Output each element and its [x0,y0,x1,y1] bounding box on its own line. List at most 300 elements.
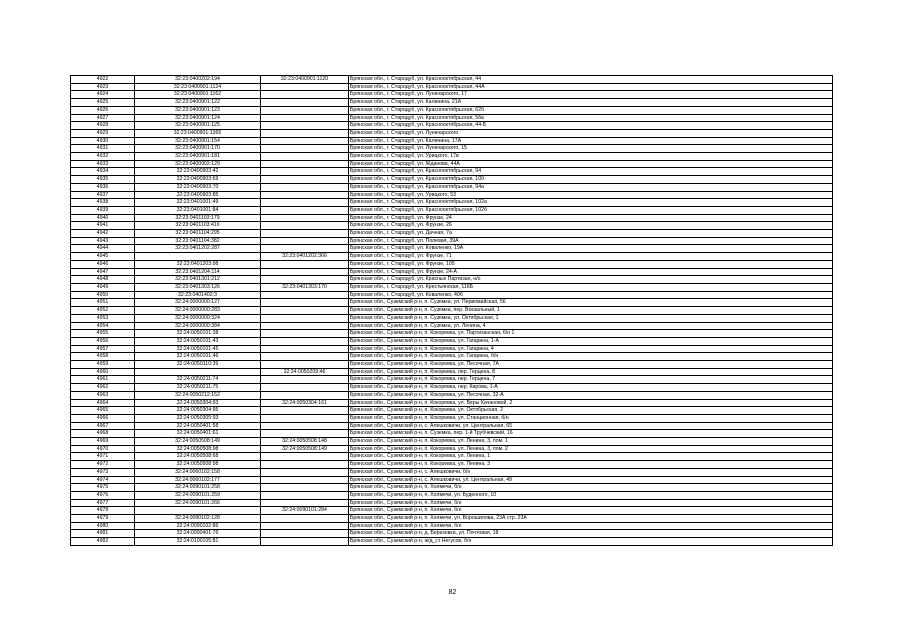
table-row [71,430,833,438]
address-cell: Брянская обл., г. Стародуб, ул. Фрунзе, 24-А [349,268,833,276]
address-cell: Брянская обл., г. Стародуб, ул. Луначарского, 15 [349,145,833,153]
cadastral-number-cell: 32:24:0050508:149 [135,438,261,446]
cadastral-number-cell: 32:24:0000000:384 [135,322,261,330]
address-cell: Брянская обл., г. Стародуб, ул. Луначарского [349,129,833,137]
row-number-cell: 4953 [71,314,135,322]
parent-cadastral-cell: 32:23:0401202:366 [261,253,349,261]
cadastral-number-cell: 32:24:0050401:61 [135,430,261,438]
row-number-cell: 4937 [71,191,135,199]
cadastral-number-cell: 32:23:0400903:70 [135,183,261,191]
cadastral-number-cell: 32:23:0400901:181 [135,153,261,161]
table-row [71,491,833,499]
cadastral-number-cell: 32:24:0050212:152 [135,391,261,399]
parent-cadastral-cell [261,245,349,253]
address-cell: Брянская обл., г. Стародуб, ул. Фрунзе, 71 [349,253,833,261]
row-number-cell: 4960 [71,368,135,376]
address-cell: Брянская обл., Суземский р-н, п. Кокоревка, пер. Кирова, 1-А [349,384,833,392]
table-row [71,176,833,184]
cadastral-number-cell: 32:24:0060102:177 [135,476,261,484]
parent-cadastral-cell [261,214,349,222]
cadastral-number-cell [135,253,261,261]
table-row [71,99,833,107]
parent-cadastral-cell [261,461,349,469]
parent-cadastral-cell [261,191,349,199]
row-number-cell: 4961 [71,376,135,384]
row-number-cell: 4962 [71,384,135,392]
address-cell: Брянская обл., Суземский р-н, п. Холмечи, б/н [349,522,833,530]
row-number-cell: 4978 [71,507,135,515]
parent-cadastral-cell [261,168,349,176]
row-number-cell: 4954 [71,322,135,330]
address-cell: Брянская обл., Суземский р-н, п. Кокоревка, пер. Герцена, 7 [349,376,833,384]
table-row [71,83,833,91]
records-table [70,75,833,546]
row-number-cell: 4967 [71,422,135,430]
row-number-cell: 4973 [71,468,135,476]
parent-cadastral-cell [261,122,349,130]
address-cell: Брянская обл., Суземский р-н, п. Кокоревка, пер. Герцена, 8 [349,368,833,376]
parent-cadastral-cell [261,106,349,114]
row-number-cell: 4948 [71,276,135,284]
row-number-cell: 4944 [71,245,135,253]
row-number-cell: 4955 [71,330,135,338]
row-number-cell: 4970 [71,445,135,453]
address-cell: Брянская обл., Суземский р-н, п. Кокоревка, ул. Партизанская, б/н 1 [349,330,833,338]
table-row [71,368,833,376]
parent-cadastral-cell [261,260,349,268]
cadastral-number-cell: 32:23:0401001:49 [135,199,261,207]
table-row [71,515,833,523]
cadastral-number-cell: 32:24:0050305:93 [135,414,261,422]
table-row [71,422,833,430]
address-cell: Брянская обл., Суземский р-н, п. Кокоревка, ул. Веры Качановой, 2 [349,399,833,407]
address-cell: Брянская обл., Суземский р-н, п. Холмечи, б/н [349,484,833,492]
table-row [71,76,833,84]
parent-cadastral-cell [261,176,349,184]
table-row [71,376,833,384]
table-row [71,283,833,291]
cadastral-number-cell: 32:24:0090101:259 [135,491,261,499]
row-number-cell: 4940 [71,214,135,222]
address-cell: Брянская обл., г. Стародуб, ул. Красноoктябрьская, 44-Б [349,122,833,130]
cadastral-number-cell: 32:24:0050211:75 [135,384,261,392]
parent-cadastral-cell: 32:23:0401303:170 [261,283,349,291]
parent-cadastral-cell [261,114,349,122]
table-row [71,114,833,122]
parent-cadastral-cell [261,199,349,207]
address-cell: Брянская обл., г. Стародуб, ул. Красных Партизан, н/о [349,276,833,284]
address-cell: Брянская обл., Суземский р-н, п. Суземка, ул. Первомайская, 56 [349,299,833,307]
parent-cadastral-cell: 32:24:0050304:161 [261,399,349,407]
row-number-cell: 4957 [71,345,135,353]
parent-cadastral-cell [261,183,349,191]
table-row [71,484,833,492]
parent-cadastral-cell [261,222,349,230]
parent-cadastral-cell: 32:24:0050209:46 [261,368,349,376]
cadastral-number-cell: 32:24:0000000:283 [135,307,261,315]
cadastral-number-cell: 32:24:0090102:86 [135,522,261,530]
parent-cadastral-cell [261,99,349,107]
table-row [71,129,833,137]
row-number-cell: 4951 [71,299,135,307]
row-number-cell: 4929 [71,129,135,137]
cadastral-number-cell: 32:24:0050304:95 [135,407,261,415]
page-number: 82 [448,589,457,596]
row-number-cell: 4974 [71,476,135,484]
table-row [71,337,833,345]
cadastral-number-cell: 32:23:0401104:295 [135,230,261,238]
parent-cadastral-cell [261,322,349,330]
row-number-cell: 4966 [71,414,135,422]
row-number-cell: 4934 [71,168,135,176]
address-cell: Брянская обл., Суземский р-н, п. Кокоревка, ул. Гагарина, 4 [349,345,833,353]
address-cell: Брянская обл., Суземский р-н, п. Кокоревка, ул. Ленина, 3 [349,461,833,469]
row-number-cell: 4969 [71,438,135,446]
table-row [71,353,833,361]
address-cell: Брянская обл., Суземский р-н, ж/д_ст Негусов, б/н [349,538,833,546]
row-number-cell: 4936 [71,183,135,191]
table-row [71,299,833,307]
row-number-cell: 4928 [71,122,135,130]
row-number-cell: 4946 [71,260,135,268]
table-row [71,445,833,453]
parent-cadastral-cell [261,83,349,91]
table-row [71,453,833,461]
cadastral-number-cell: 32:24:0090401:76 [135,530,261,538]
address-cell: Брянская обл., г. Стародуб, ул. Красноoктябрьская, 94а [349,183,833,191]
table-row [71,276,833,284]
table-row [71,538,833,546]
row-number-cell: 4926 [71,106,135,114]
row-number-cell: 4941 [71,222,135,230]
address-cell: Брянская обл., г. Стародуб, ул. Фрунзе, 26 [349,222,833,230]
table-row [71,122,833,130]
address-cell: Брянская обл., г. Стародуб, ул. Красноoктябрьская, 56в [349,114,833,122]
parent-cadastral-cell [261,237,349,245]
cadastral-number-cell: 32:23:0400202:194 [135,76,261,84]
address-cell: Брянская обл., г. Стародуб, ул. Крестьянская, 116Б [349,283,833,291]
cadastral-number-cell: 32:23:0400901:122 [135,99,261,107]
row-number-cell: 4942 [71,230,135,238]
parent-cadastral-cell [261,361,349,369]
address-cell: Брянская обл., г. Стародуб, ул. Фрунзе, 105 [349,260,833,268]
cadastral-number-cell: 32:23:0400901:124 [135,114,261,122]
cadastral-number-cell: 32:23:0401204:114 [135,268,261,276]
table-row [71,214,833,222]
parent-cadastral-cell [261,307,349,315]
address-cell: Брянская обл., г. Стародуб, ул. Красноoктябрьская, 94 [349,168,833,176]
table-row [71,522,833,530]
row-number-cell: 4927 [71,114,135,122]
table-row [71,361,833,369]
address-cell: Брянская обл., Суземский р-н, п. Кокоревка, ул. Станционная, б/н [349,414,833,422]
records-table-body [71,76,833,546]
parent-cadastral-cell [261,145,349,153]
cadastral-number-cell: 32:24:0050101:46 [135,353,261,361]
address-cell: Брянская обл., г. Стародуб, ул. Красноoктябрьская, 44А [349,83,833,91]
parent-cadastral-cell [261,153,349,161]
table-row [71,237,833,245]
cadastral-number-cell: 32:23:0400901:170 [135,145,261,153]
address-cell: Брянская обл., г. Стародуб, ул. Урицкого, 53 [349,191,833,199]
address-cell: Брянская обл., г. Стародуб, ул. Калинина, 21А [349,99,833,107]
parent-cadastral-cell [261,353,349,361]
parent-cadastral-cell [261,515,349,523]
row-number-cell: 4932 [71,153,135,161]
table-row [71,322,833,330]
row-number-cell: 4956 [71,337,135,345]
cadastral-number-cell: 32:24:0050101:45 [135,345,261,353]
address-cell: Брянская обл., Суземский р-н, д. Березовка, ул. Почтовая, 18 [349,530,833,538]
parent-cadastral-cell [261,206,349,214]
cadastral-number-cell: 32:23:0401202:287 [135,245,261,253]
table-row [71,399,833,407]
cadastral-number-cell: 32:23:0400903:42 [135,168,261,176]
cadastral-number-cell: 32:23:0401103:179 [135,214,261,222]
row-number-cell: 4981 [71,530,135,538]
row-number-cell: 4958 [71,353,135,361]
address-cell: Брянская обл., г. Стародуб, ул. Луначарского, 17 [349,91,833,99]
cadastral-number-cell: 32:24:0090102:128 [135,515,261,523]
row-number-cell: 4924 [71,91,135,99]
parent-cadastral-cell [261,491,349,499]
table-row [71,330,833,338]
address-cell: Брянская обл., г. Стародуб, ул. Красноoктябрьская, 44 [349,76,833,84]
table-row [71,391,833,399]
row-number-cell: 4943 [71,237,135,245]
row-number-cell: 4965 [71,407,135,415]
table-row [71,91,833,99]
parent-cadastral-cell [261,160,349,168]
table-row [71,206,833,214]
table-row [71,245,833,253]
address-cell: Брянская обл., Суземский р-н, п. Суземка, пер. 1-й Трубчевский, 16 [349,430,833,438]
row-number-cell: 4968 [71,430,135,438]
address-cell: Брянская обл., г. Стародуб, ул. Коваленко, 19А [349,245,833,253]
parent-cadastral-cell [261,384,349,392]
table-row [71,183,833,191]
parent-cadastral-cell [261,476,349,484]
row-number-cell: 4959 [71,361,135,369]
parent-cadastral-cell [261,430,349,438]
cadastral-number-cell: 32:23:0400903:69 [135,176,261,184]
cadastral-number-cell: 32:24:0090101:258 [135,484,261,492]
row-number-cell: 4972 [71,461,135,469]
parent-cadastral-cell [261,538,349,546]
address-cell: Брянская обл., г. Стародуб, ул. Жданова, 44А [349,160,833,168]
cadastral-number-cell: 32:23:0401301:212 [135,276,261,284]
cadastral-number-cell: 32:23:0400901:1162 [135,91,261,99]
cadastral-number-cell: 32:24:0050101:43 [135,337,261,345]
row-number-cell: 4930 [71,137,135,145]
table-row [71,291,833,299]
address-cell: Брянская обл., Суземский р-н, п. Кокоревка, ул. Песочная, 32-А [349,391,833,399]
parent-cadastral-cell: 32:24:0050508:149 [261,445,349,453]
address-cell: Брянская обл., г. Стародуб, ул. Красноoктябрьская, 62б [349,106,833,114]
cadastral-number-cell [135,507,261,515]
row-number-cell: 4947 [71,268,135,276]
address-cell: Брянская обл., Суземский р-н, п. Кокоревка, ул. Ленина, 3, пом. 2 [349,445,833,453]
row-number-cell: 4976 [71,491,135,499]
row-number-cell: 4952 [71,307,135,315]
table-row [71,268,833,276]
cadastral-number-cell: 32:23:0401303:126 [135,283,261,291]
cadastral-number-cell: 32:23:0400901:154 [135,137,261,145]
cadastral-number-cell: 32:24:0050508:68 [135,453,261,461]
table-row [71,414,833,422]
parent-cadastral-cell [261,137,349,145]
address-cell: Брянская обл., Суземский р-н, п. Кокоревка, ул. Песочная, 7А [349,361,833,369]
parent-cadastral-cell [261,453,349,461]
row-number-cell: 4964 [71,399,135,407]
cadastral-number-cell: 32:24:0050304:93 [135,399,261,407]
row-number-cell: 4931 [71,145,135,153]
row-number-cell: 4977 [71,499,135,507]
parent-cadastral-cell: 32:24:0090101:284 [261,507,349,515]
parent-cadastral-cell [261,484,349,492]
table-row [71,345,833,353]
cadastral-number-cell: 32:23:0401001:84 [135,206,261,214]
row-number-cell: 4982 [71,538,135,546]
address-cell: Брянская обл., г. Стародуб, ул. Фрунзе, 24 [349,214,833,222]
parent-cadastral-cell [261,330,349,338]
row-number-cell: 4939 [71,206,135,214]
address-cell: Брянская обл., Суземский р-н, п. Кокоревка, ул. Ленина, 3, пом. 1 [349,438,833,446]
table-row [71,160,833,168]
cadastral-number-cell: 32:24:0050401:58 [135,422,261,430]
address-cell: Брянская обл., г. Стародуб, ул. Красноoктябрьская, 102б [349,206,833,214]
row-number-cell: 4925 [71,99,135,107]
parent-cadastral-cell: 32:23:0400901:1120 [261,76,349,84]
table-row [71,499,833,507]
row-number-cell: 4975 [71,484,135,492]
parent-cadastral-cell [261,337,349,345]
cadastral-number-cell: 32:24:0100105:81 [135,538,261,546]
address-cell: Брянская обл., Суземский р-н, п. Суземка, пер. Вокзальный, 1 [349,307,833,315]
cadastral-number-cell: 32:23:0400901:1365 [135,129,261,137]
address-cell: Брянская обл., г. Стародуб, ул. Коваленко, 40б [349,291,833,299]
parent-cadastral-cell [261,291,349,299]
parent-cadastral-cell [261,422,349,430]
address-cell: Брянская обл., Суземский р-н, п. Суземка, ул. Ленина, 4 [349,322,833,330]
parent-cadastral-cell [261,268,349,276]
row-number-cell: 4923 [71,83,135,91]
cadastral-number-cell: 32:24:0050508:98 [135,445,261,453]
address-cell: Брянская обл., Суземский р-н, с. Алешковичи, б/н [349,468,833,476]
cadastral-number-cell: 32:24:0050508:98 [135,461,261,469]
parent-cadastral-cell [261,530,349,538]
table-row [71,199,833,207]
cadastral-number-cell: 32:24:0090101:266 [135,499,261,507]
address-cell: Брянская обл., Суземский р-н, п. Кокоревка, ул. Октябрьская, 2 [349,407,833,415]
row-number-cell: 4979 [71,515,135,523]
parent-cadastral-cell [261,522,349,530]
table-row [71,468,833,476]
address-cell: Брянская обл., г. Стародуб, ул. Калинина, 17А [349,137,833,145]
row-number-cell: 4933 [71,160,135,168]
table-row [71,168,833,176]
address-cell: Брянская обл., г. Стародуб, ул. Урицкого, 17в [349,153,833,161]
address-cell: Брянская обл., Суземский р-н, п. Холмечи, б/н [349,499,833,507]
address-cell: Брянская обл., Суземский р-н, п. Холмечи, б/н [349,507,833,515]
address-cell: Брянская обл., Суземский р-н, п. Кокоревка, ул. Гагарина, 1-А [349,337,833,345]
table-row [71,191,833,199]
table-row [71,260,833,268]
table-row [71,253,833,261]
table-row [71,438,833,446]
table-row [71,314,833,322]
address-cell: Брянская обл., Суземский р-н, п. Холмечи, ул. Буденного, 10 [349,491,833,499]
parent-cadastral-cell [261,230,349,238]
row-number-cell: 4963 [71,391,135,399]
parent-cadastral-cell [261,407,349,415]
row-number-cell: 4949 [71,283,135,291]
cadastral-number-cell: 32:24:0000000:127 [135,299,261,307]
row-number-cell: 4938 [71,199,135,207]
cadastral-number-cell: 32:24:0000000:324 [135,314,261,322]
parent-cadastral-cell [261,376,349,384]
row-number-cell: 4950 [71,291,135,299]
cadastral-number-cell: 32:23:0401203:98 [135,260,261,268]
cadastral-number-cell: 32:24:0050211:74 [135,376,261,384]
parent-cadastral-cell [261,129,349,137]
address-cell: Брянская обл., Суземский р-н, п. Холмечи, ул. Ворошилова, 23А стр. 23А [349,515,833,523]
parent-cadastral-cell [261,91,349,99]
table-row [71,153,833,161]
parent-cadastral-cell [261,299,349,307]
table-row [71,507,833,515]
address-cell: Брянская обл., Суземский р-н, п. Кокоревка, ул. Гагарина, б/н [349,353,833,361]
table-row [71,476,833,484]
cadastral-number-cell: 32:24:0050101:38 [135,330,261,338]
address-cell: Брянская обл., Суземский р-н, с. Алешковичи, ул. Центральная, 65 [349,422,833,430]
cadastral-number-cell [135,368,261,376]
table-row [71,222,833,230]
cadastral-number-cell: 32:23:0401104:382 [135,237,261,245]
cadastral-number-cell: 32:23:0400902:129 [135,160,261,168]
row-number-cell: 4922 [71,76,135,84]
parent-cadastral-cell: 32:24:0050508:148 [261,438,349,446]
cadastral-number-cell: 32:23:0400903:85 [135,191,261,199]
address-cell: Брянская обл., Суземский р-н, п. Кокоревка, ул. Ленина, 1 [349,453,833,461]
table-row [71,106,833,114]
row-number-cell: 4935 [71,176,135,184]
cadastral-number-cell: 32:23:0400901:1124 [135,83,261,91]
cadastral-number-cell: 32:23:0401103:416 [135,222,261,230]
table-row [71,461,833,469]
table-row [71,137,833,145]
address-cell: Брянская обл., Суземский р-н, п. Суземка, ул. Октябрьская, 1 [349,314,833,322]
row-number-cell: 4971 [71,453,135,461]
row-number-cell: 4980 [71,522,135,530]
cadastral-number-cell: 32:24:0050110:39 [135,361,261,369]
cadastral-number-cell: 32:23:0400901:125 [135,122,261,130]
parent-cadastral-cell [261,499,349,507]
parent-cadastral-cell [261,345,349,353]
parent-cadastral-cell [261,276,349,284]
table-row [71,145,833,153]
cadastral-number-cell: 32:24:0060102:158 [135,468,261,476]
parent-cadastral-cell [261,468,349,476]
address-cell: Брянская обл., Суземский р-н, с. Алешковичи, ул. Центральная, 49 [349,476,833,484]
address-cell: Брянская обл., г. Стародуб, ул. Дачная, 7а [349,230,833,238]
table-row [71,407,833,415]
parent-cadastral-cell [261,414,349,422]
table-row [71,384,833,392]
parent-cadastral-cell [261,314,349,322]
address-cell: Брянская обл., г. Стародуб, ул. Красноoктябрьская, 100 [349,176,833,184]
table-row [71,230,833,238]
